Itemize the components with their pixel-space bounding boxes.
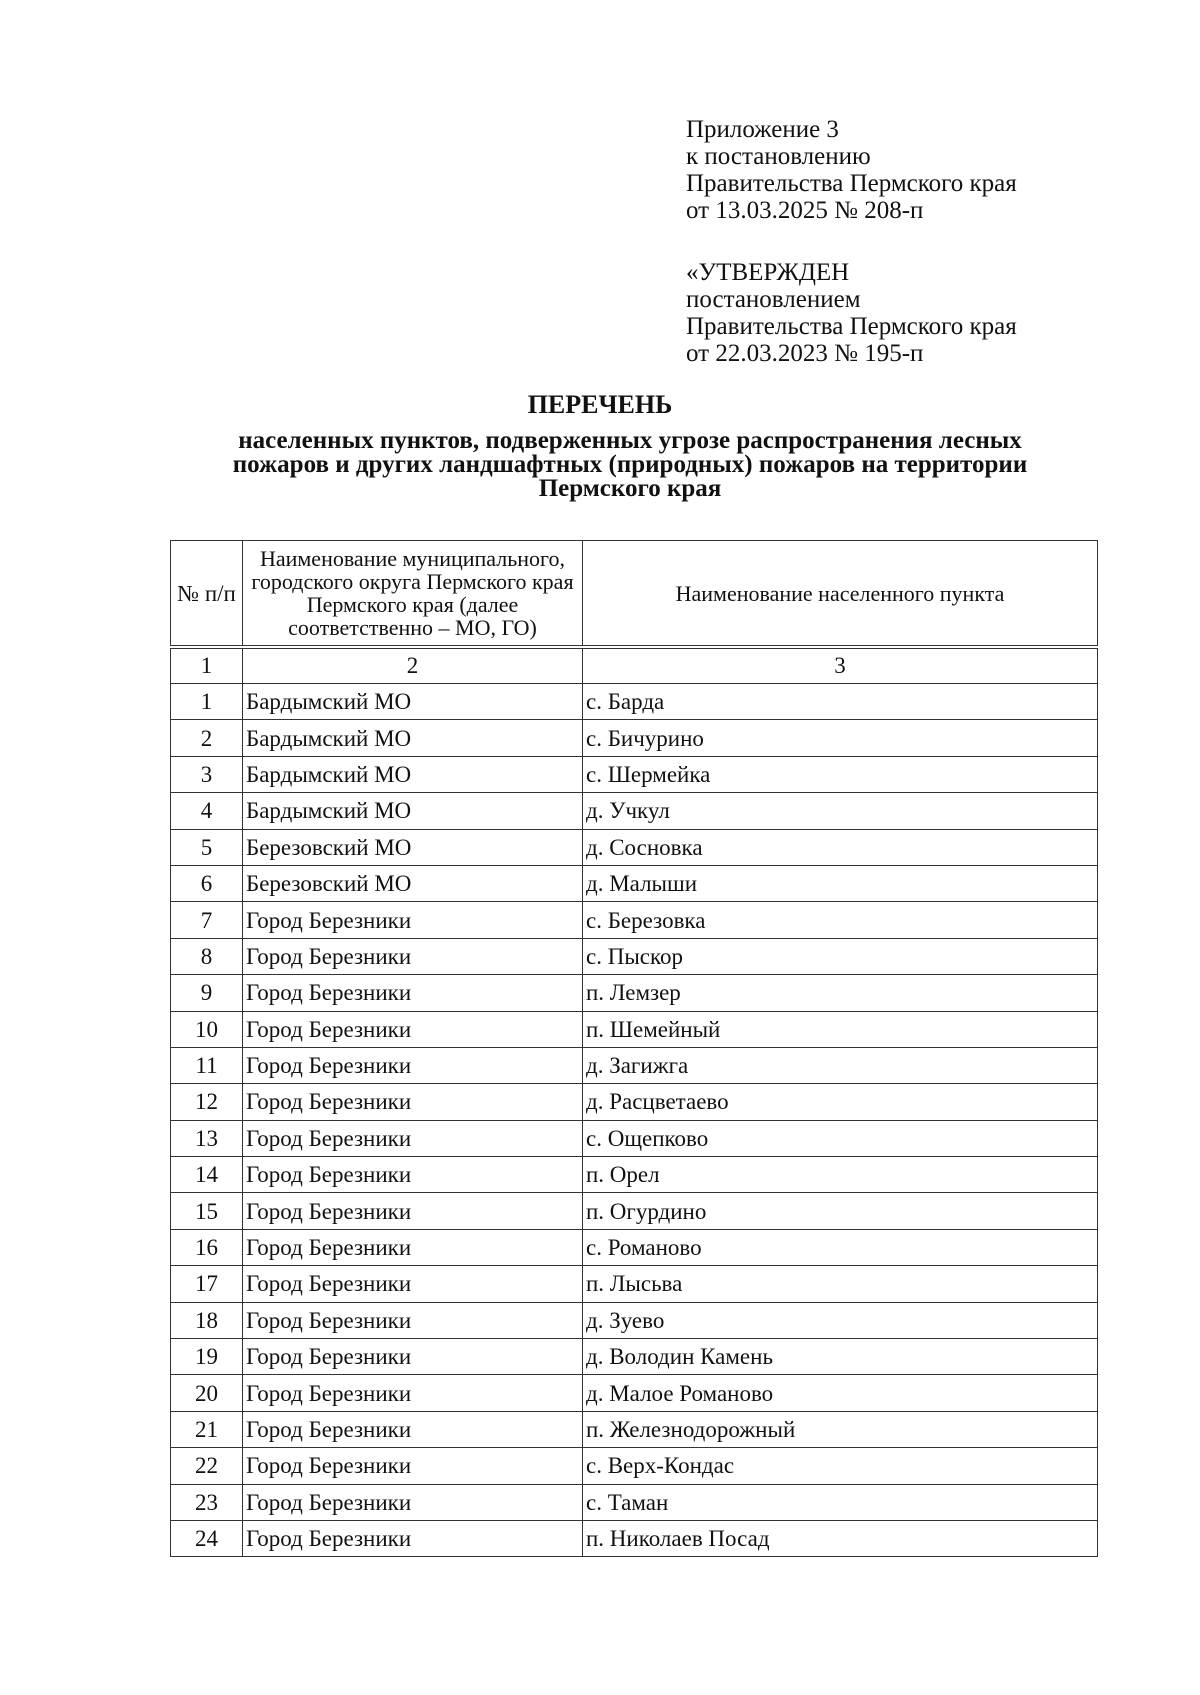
row-settlement: с. Верх-Кондас (583, 1448, 1098, 1484)
table-row (171, 684, 1098, 720)
row-settlement: д. Загижга (583, 1047, 1098, 1083)
row-municipality: Город Березники (243, 1229, 583, 1265)
row-number: 7 (171, 902, 243, 938)
subtitle-line: населенных пунктов, подверженных угрозе распространения лесных (238, 427, 1022, 454)
row-municipality: Город Березники (243, 975, 583, 1011)
settlements-table (170, 540, 1098, 1557)
table-row (171, 793, 1098, 829)
row-settlement: п. Железнодорожный (583, 1411, 1098, 1447)
header-number: № п/п (171, 541, 243, 648)
table-row (171, 1375, 1098, 1411)
row-municipality: Город Березники (243, 1302, 583, 1338)
row-number: 23 (171, 1484, 243, 1520)
row-settlement: с. Таман (583, 1484, 1098, 1520)
table-row (171, 1157, 1098, 1193)
row-settlement: п. Шемейный (583, 1011, 1098, 1047)
row-number: 15 (171, 1193, 243, 1229)
row-settlement: д. Сосновка (583, 829, 1098, 865)
row-settlement: п. Лысьва (583, 1266, 1098, 1302)
row-municipality: Город Березники (243, 1411, 583, 1447)
row-municipality: Город Березники (243, 1084, 583, 1120)
row-number: 9 (171, 975, 243, 1011)
table-row (171, 1302, 1098, 1338)
table-row (171, 1120, 1098, 1156)
annex-line: к постановлению (686, 143, 871, 170)
row-number: 2 (171, 720, 243, 756)
subtitle-line: Пермского края (538, 475, 722, 502)
column-number: 2 (243, 647, 583, 684)
table-row (171, 1484, 1098, 1520)
row-number: 19 (171, 1339, 243, 1375)
row-municipality: Город Березники (243, 1011, 583, 1047)
row-municipality: Бардымский МО (243, 720, 583, 756)
row-settlement: д. Малыши (583, 865, 1098, 901)
row-settlement: д. Малое Романово (583, 1375, 1098, 1411)
row-settlement: д. Зуево (583, 1302, 1098, 1338)
annex-block (686, 116, 1017, 224)
row-number: 11 (171, 1047, 243, 1083)
row-municipality: Березовский МО (243, 865, 583, 901)
table-row (171, 1448, 1098, 1484)
row-municipality: Город Березники (243, 1339, 583, 1375)
row-settlement: д. Расцветаево (583, 1084, 1098, 1120)
column-number-row (171, 647, 1098, 684)
table-row (171, 1193, 1098, 1229)
table-row (171, 1011, 1098, 1047)
row-number: 12 (171, 1084, 243, 1120)
table-row (171, 1047, 1098, 1083)
table-row (171, 938, 1098, 974)
row-settlement: с. Романово (583, 1229, 1098, 1265)
row-number: 14 (171, 1157, 243, 1193)
row-settlement: д. Володин Камень (583, 1339, 1098, 1375)
row-settlement: п. Огурдино (583, 1193, 1098, 1229)
row-municipality: Город Березники (243, 1520, 583, 1556)
row-municipality: Город Березники (243, 938, 583, 974)
table-row (171, 1266, 1098, 1302)
column-number: 1 (171, 647, 243, 684)
table-row (171, 902, 1098, 938)
annex-line: Приложение 3 (686, 116, 839, 143)
table-row (171, 1411, 1098, 1447)
table-header-row (171, 541, 1098, 648)
row-municipality: Бардымский МО (243, 793, 583, 829)
annex-line: от 13.03.2025 № 208-п (686, 197, 924, 224)
row-municipality: Город Березники (243, 1157, 583, 1193)
annex-line: Правительства Пермского края (686, 170, 1017, 197)
approval-line: Правительства Пермского края (686, 313, 1017, 340)
row-settlement: с. Бичурино (583, 720, 1098, 756)
table-row (171, 975, 1098, 1011)
row-number: 16 (171, 1229, 243, 1265)
row-settlement: д. Учкул (583, 793, 1098, 829)
header-municipality: Наименование муниципального, городского округа Пермского края Пермского края (далее соответственно – МО, ГО) (243, 541, 583, 648)
subtitle-line: пожаров и других ландшафтных (природных) пожаров на территории (232, 451, 1028, 478)
table-row (171, 1339, 1098, 1375)
row-number: 5 (171, 829, 243, 865)
row-municipality: Город Березники (243, 1375, 583, 1411)
table-row (171, 865, 1098, 901)
row-number: 13 (171, 1120, 243, 1156)
row-settlement: с. Шермейка (583, 756, 1098, 792)
document-title: ПЕРЕЧЕНЬ (527, 390, 673, 419)
table-row (171, 829, 1098, 865)
row-municipality: Город Березники (243, 1448, 583, 1484)
row-municipality: Бардымский МО (243, 684, 583, 720)
row-number: 1 (171, 684, 243, 720)
row-number: 22 (171, 1448, 243, 1484)
row-settlement: с. Ощепково (583, 1120, 1098, 1156)
row-municipality: Город Березники (243, 1193, 583, 1229)
approval-line: «УТВЕРЖДЕН (686, 259, 850, 286)
row-number: 20 (171, 1375, 243, 1411)
table-row (171, 720, 1098, 756)
row-number: 8 (171, 938, 243, 974)
row-number: 18 (171, 1302, 243, 1338)
approval-line: от 22.03.2023 № 195-п (686, 340, 924, 367)
table-row (171, 756, 1098, 792)
row-municipality: Город Березники (243, 1120, 583, 1156)
row-number: 21 (171, 1411, 243, 1447)
row-settlement: с. Барда (583, 684, 1098, 720)
row-settlement: с. Березовка (583, 902, 1098, 938)
row-number: 6 (171, 865, 243, 901)
approval-line: постановлением (686, 286, 861, 313)
row-number: 4 (171, 793, 243, 829)
row-settlement: п. Лемзер (583, 975, 1098, 1011)
row-settlement: с. Пыскор (583, 938, 1098, 974)
table-row (171, 1229, 1098, 1265)
row-number: 10 (171, 1011, 243, 1047)
column-number: 3 (583, 647, 1098, 684)
row-settlement: п. Орел (583, 1157, 1098, 1193)
header-settlement: Наименование населенного пункта (583, 541, 1098, 648)
row-number: 24 (171, 1520, 243, 1556)
row-municipality: Бардымский МО (243, 756, 583, 792)
row-municipality: Город Березники (243, 1484, 583, 1520)
row-number: 17 (171, 1266, 243, 1302)
table-row (171, 1084, 1098, 1120)
row-number: 3 (171, 756, 243, 792)
row-municipality: Город Березники (243, 1266, 583, 1302)
document-subtitle (170, 429, 1090, 501)
row-municipality: Город Березники (243, 902, 583, 938)
row-municipality: Березовский МО (243, 829, 583, 865)
table-row (171, 1520, 1098, 1556)
approval-block (686, 259, 1017, 367)
row-municipality: Город Березники (243, 1047, 583, 1083)
row-settlement: п. Николаев Посад (583, 1520, 1098, 1556)
